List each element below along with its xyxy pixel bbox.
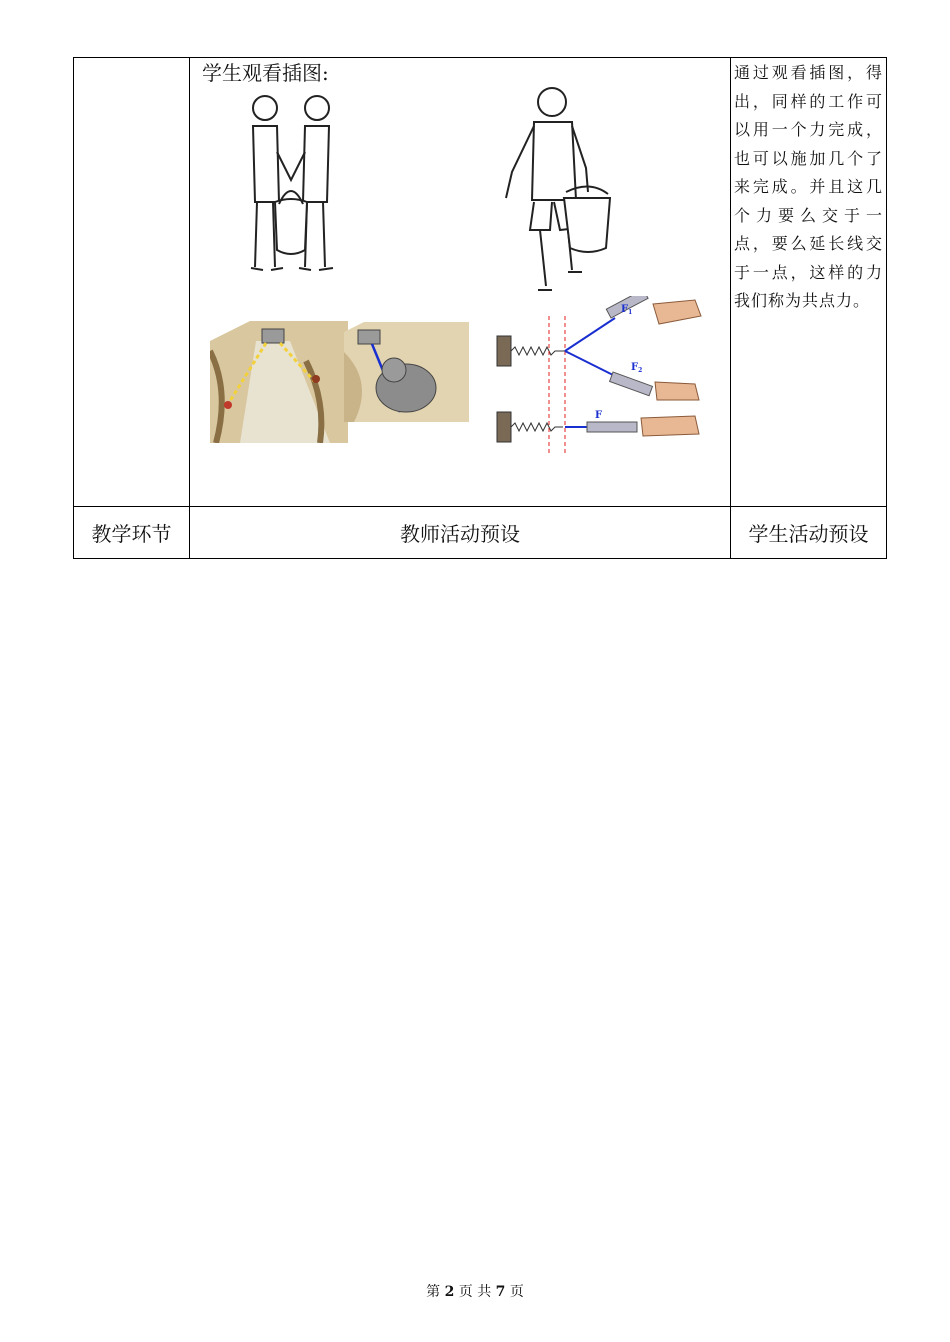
footer-page-number: 2 (444, 1284, 455, 1300)
footer-suffix: 页 (509, 1284, 524, 1300)
footer-prefix: 第 (426, 1284, 441, 1300)
header-teacher-activity: 教师活动预设 (190, 507, 731, 559)
spring-scale-forces-diagram (495, 296, 705, 456)
page-footer (0, 1281, 950, 1301)
student-conclusion-text: 通过观看插图，得出，同样的工作可以用一个力完成，也可以施加几个了来完成。并且这几个力要么交于一点，要么延长线交于一点，这样的力我们称为共点力。 (734, 63, 883, 310)
svg-text:F2 (631, 362, 642, 374)
lesson-table (73, 57, 887, 559)
student-conclusion-cell (731, 58, 887, 507)
force-label-f2: F (631, 362, 639, 373)
canal-towing-illustration (210, 321, 348, 443)
footer-middle: 页 共 (458, 1284, 492, 1300)
header-teaching-stage: 教学环节 (74, 507, 190, 559)
stage-cell-empty (74, 58, 190, 507)
force-label-f1: F (621, 304, 629, 315)
force-label-f1-sub: 1 (628, 309, 633, 316)
illustration-row (74, 58, 887, 507)
two-boys-bucket-illustration (225, 92, 355, 292)
illustration-intro: 学生观看插图: (202, 61, 329, 85)
table-header-row (74, 507, 887, 559)
illustration-cell (190, 58, 731, 507)
illustration-area (190, 86, 730, 506)
footer-total-pages: 7 (495, 1284, 506, 1300)
force-label-f2-sub: 2 (638, 367, 643, 374)
force-label-f: F (595, 410, 603, 421)
elephant-towing-illustration (344, 322, 469, 422)
header-student-activity: 学生活动预设 (731, 507, 887, 559)
boy-bucket-illustration (490, 80, 620, 310)
